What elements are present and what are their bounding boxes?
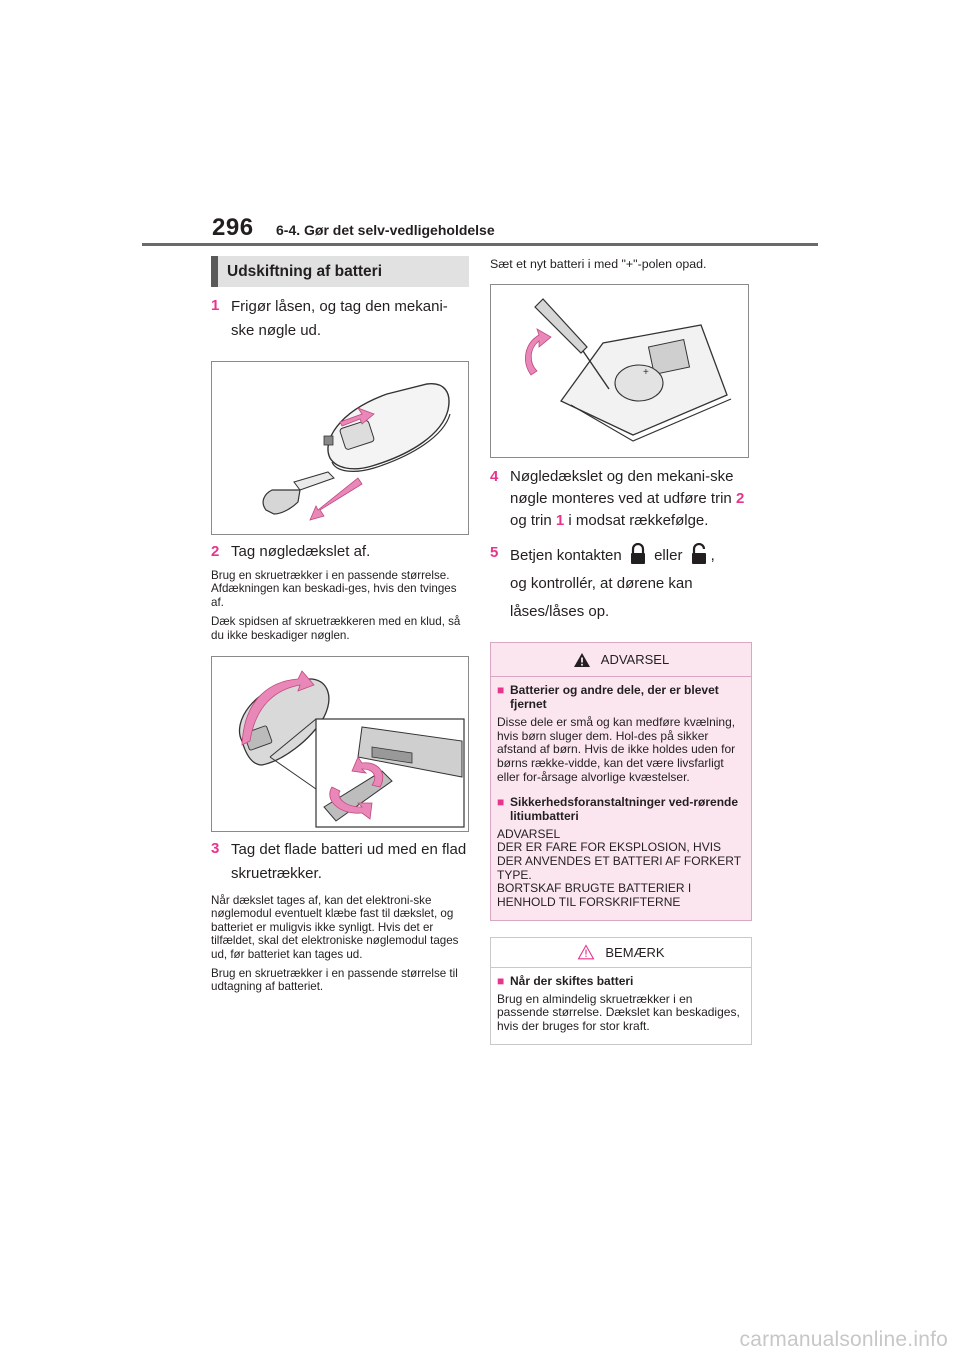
step-1 [211, 295, 469, 343]
battery-insert-illustration [491, 285, 748, 457]
warning-box [490, 642, 752, 921]
warning-item-title [497, 683, 743, 711]
warning-item-text: ADVARSEL [497, 826, 561, 841]
figure-remove-mechanical-key [211, 361, 469, 535]
warning-item-text: BORTSKAF BRUGTE BATTERIER I HENHOLD TIL FORSKRIFTERNE [497, 881, 692, 910]
caution-triangle-icon [577, 944, 595, 960]
step-5 [490, 542, 752, 626]
warning-item-text: DER ER FARE FOR EKSPLOSION, HVIS DER ANVENDES ET BATTERI AF FORKERT TYPE. [497, 840, 741, 882]
warning-item-title-text: Batterier og andre dele, der er blevet fjernet [510, 683, 719, 711]
step-text-part: eller [654, 547, 683, 564]
step-note: Dæk spidsen af skruetrækkeren med en klud, så du ikke beskadiger nøglen. [211, 615, 461, 642]
warning-item-text: Disse dele er små og kan medføre kvælning, hvis børn sluger dem. Hol-des på sikker afstand af børn. Hvis de ikke holdes uden for børns række-vidde, kan det være livsfarligt eller for-årsage alvorlige kvæstelser. [497, 715, 736, 784]
step-number: 3 [211, 840, 220, 858]
step-note: Brug en skruetrækker i en passende størrelse. Afdækningen kan beskadi-ges, hvis den tvinges af. [211, 569, 457, 609]
bullet-square-icon: ■ [497, 683, 505, 697]
step-text-part: , [710, 547, 715, 564]
step-text [510, 466, 752, 532]
key-fob-illustration [212, 362, 468, 534]
warning-title: ADVARSEL [600, 652, 670, 667]
notice-body [491, 968, 751, 1044]
step-reference: 2 [735, 490, 745, 507]
step-note: Når dækslet tages af, kan det elektroni-ske nøglemodul eventuelt klæbe fast til dækslet, og batteriet er muligvis ikke synligt. Hvis det er tilfældet, skal det elektroniske nøglemodul tages ud, før batteriet kan tages ud. [211, 894, 459, 961]
step-text-part: Nøgledækslet og den mekani-ske nøgle monteres ved at udføre trin [510, 468, 734, 507]
warning-body [491, 677, 751, 920]
warning-header [491, 643, 751, 677]
notice-header [491, 938, 751, 968]
step-2 [211, 541, 469, 563]
step-note: Brug en skruetrækker i en passende størrelse til udtagning af batteriet. [211, 967, 458, 994]
lock-icon [630, 543, 646, 565]
step-number: 4 [490, 468, 499, 485]
step-text-part: og trin [510, 512, 552, 529]
left-column [211, 256, 469, 994]
step-text: Tag nøgledækslet af. [231, 543, 371, 560]
section-heading: Udskiftning af batteri [211, 256, 469, 287]
unlock-icon [691, 543, 707, 565]
section-title: 6-4. Gør det selv-vedligeholdelse [276, 222, 495, 238]
step-text: Tag det flade batteri ud med en flad skruetrækker. [231, 841, 467, 883]
step-4 [490, 466, 752, 532]
warning-item-title [497, 795, 743, 823]
notice-title: BEMÆRK [605, 944, 665, 960]
step-number: 1 [211, 297, 220, 314]
watermark: carmanualsonline.info [739, 1328, 948, 1351]
notice-box [490, 937, 752, 1045]
figure-insert-battery [490, 284, 749, 458]
step-text-part: i modsat rækkefølge. [568, 512, 709, 529]
step-text [510, 542, 752, 626]
notice-item-title [497, 974, 743, 988]
bullet-square-icon: ■ [497, 794, 505, 809]
bullet-square-icon: ■ [497, 973, 505, 988]
notice-item-text: Brug en almindelig skruetrækker i en passende størrelse. Dækslet kan beskadiges, hvis der bruges for stor kraft. [497, 991, 740, 1034]
step-number: 2 [211, 543, 220, 560]
step-text-part: og kontrollér, at dørene kan låses/låses op. [510, 575, 693, 620]
figure-remove-key-cover [211, 656, 469, 832]
step-reference: 1 [555, 512, 565, 529]
key-cover-illustration [212, 657, 468, 831]
warning-triangle-icon [573, 652, 591, 668]
header-rule [142, 243, 818, 246]
notice-item-title-text: Når der skiftes batteri [510, 973, 634, 988]
svg-text:+: + [643, 367, 649, 378]
step-text: Frigør låsen, og tag den mekani-ske nøgle ud. [231, 298, 448, 339]
warning-item-title-text: Sikkerhedsforanstaltninger ved-rørende litiumbatteri [510, 794, 739, 823]
step-3 [211, 838, 469, 886]
step-number: 5 [490, 544, 499, 561]
intro-text: Sæt et nyt batteri i med "+"-polen opad. [490, 257, 707, 271]
right-column [490, 256, 752, 1045]
page-number: 296 [212, 214, 254, 241]
step-text-part: Betjen kontakten [510, 547, 622, 564]
